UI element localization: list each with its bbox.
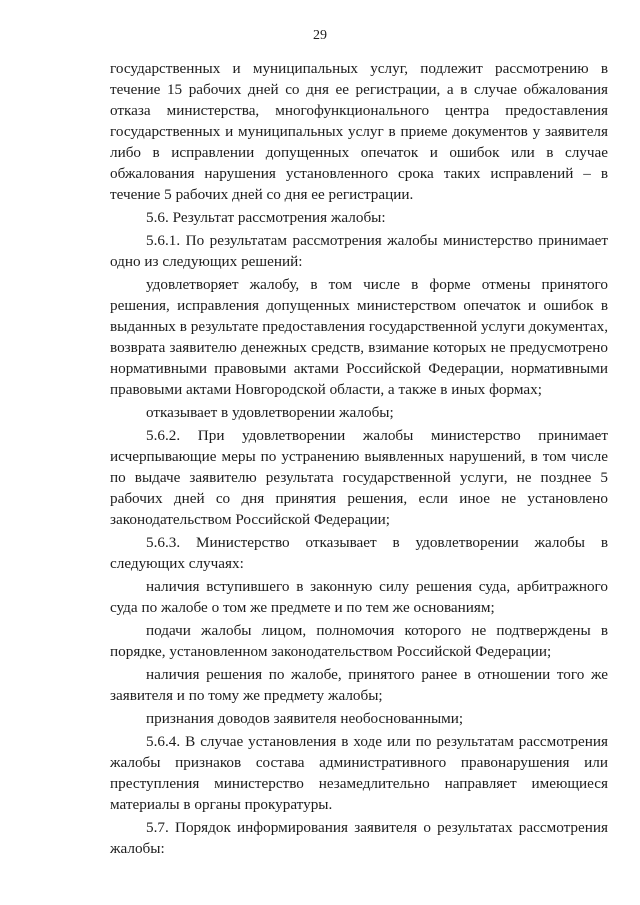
- clause-5-6-2: 5.6.2. При удовлетворении жалобы министерство принимает исчерпывающие меры по устранению выявленных нарушений, в том числе по выдаче заявителю результата государственной услуги, не позднее 5 рабочих дней со дня принятия решения, если иное не установлено законодательством Российской Федерации;: [110, 427, 608, 528]
- document-body: [110, 58, 608, 859]
- clause-5-6-1: 5.6.1. По результатам рассмотрения жалобы министерство принимает одно из следующих решений:: [110, 232, 608, 270]
- clause-5-6-3: 5.6.3. Министерство отказывает в удовлетворении жалобы в следующих случаях:: [110, 534, 608, 572]
- page-number: 29: [313, 28, 327, 43]
- clause-5-6-4: 5.6.4. В случае установления в ходе или по результатам рассмотрения жалобы признаков состава административного правонарушения или преступления министерство незамедлительно направляет имеющиеся материалы в органы прокуратуры.: [110, 733, 608, 813]
- paragraph-intro-continuation: государственных и муниципальных услуг, подлежит рассмотрению в течение 15 рабочих дней со дня ее регистрации, а в случае обжалования отказа министерства, многофункционального центра предоставления государственных и муниципальных услуг в приеме документов у заявителя либо в исправлении допущенных опечаток и ошибок или в случае обжалования нарушения установленного срока таких исправлений – в течение 5 рабочих дней со дня ее регистрации.: [110, 60, 608, 203]
- refusal-case-court-decision: наличия вступившего в законную силу решения суда, арбитражного суда по жалобе о том же предмете и по тем же основаниям;: [110, 578, 608, 616]
- refusal-case-unauthorized-person: подачи жалобы лицом, полномочия которого не подтверждены в порядке, установленном законодательством Российской Федерации;: [110, 622, 608, 660]
- section-5-6-heading: 5.6. Результат рассмотрения жалобы:: [146, 209, 386, 226]
- refusal-case-prior-decision: наличия решения по жалобе, принятого ранее в отношении того же заявителя и по тому же предмету жалобы;: [110, 666, 608, 704]
- refusal-case-unfounded: признания доводов заявителя необоснованными;: [146, 710, 464, 727]
- decision-satisfy-complaint: удовлетворяет жалобу, в том числе в форме отмены принятого решения, исправления допущенных министерством опечаток и ошибок в выданных в результате предоставления государственной услуги документах, возврата заявителю денежных средств, взимание которых не предусмотрено нормативными правовыми актами Российской Федерации, нормативными правовыми актами Новгородской области, а также в иных формах;: [110, 276, 608, 398]
- decision-refuse-complaint: отказывает в удовлетворении жалобы;: [146, 404, 394, 421]
- section-5-7-heading: 5.7. Порядок информирования заявителя о результатах рассмотрения жалобы:: [110, 819, 608, 857]
